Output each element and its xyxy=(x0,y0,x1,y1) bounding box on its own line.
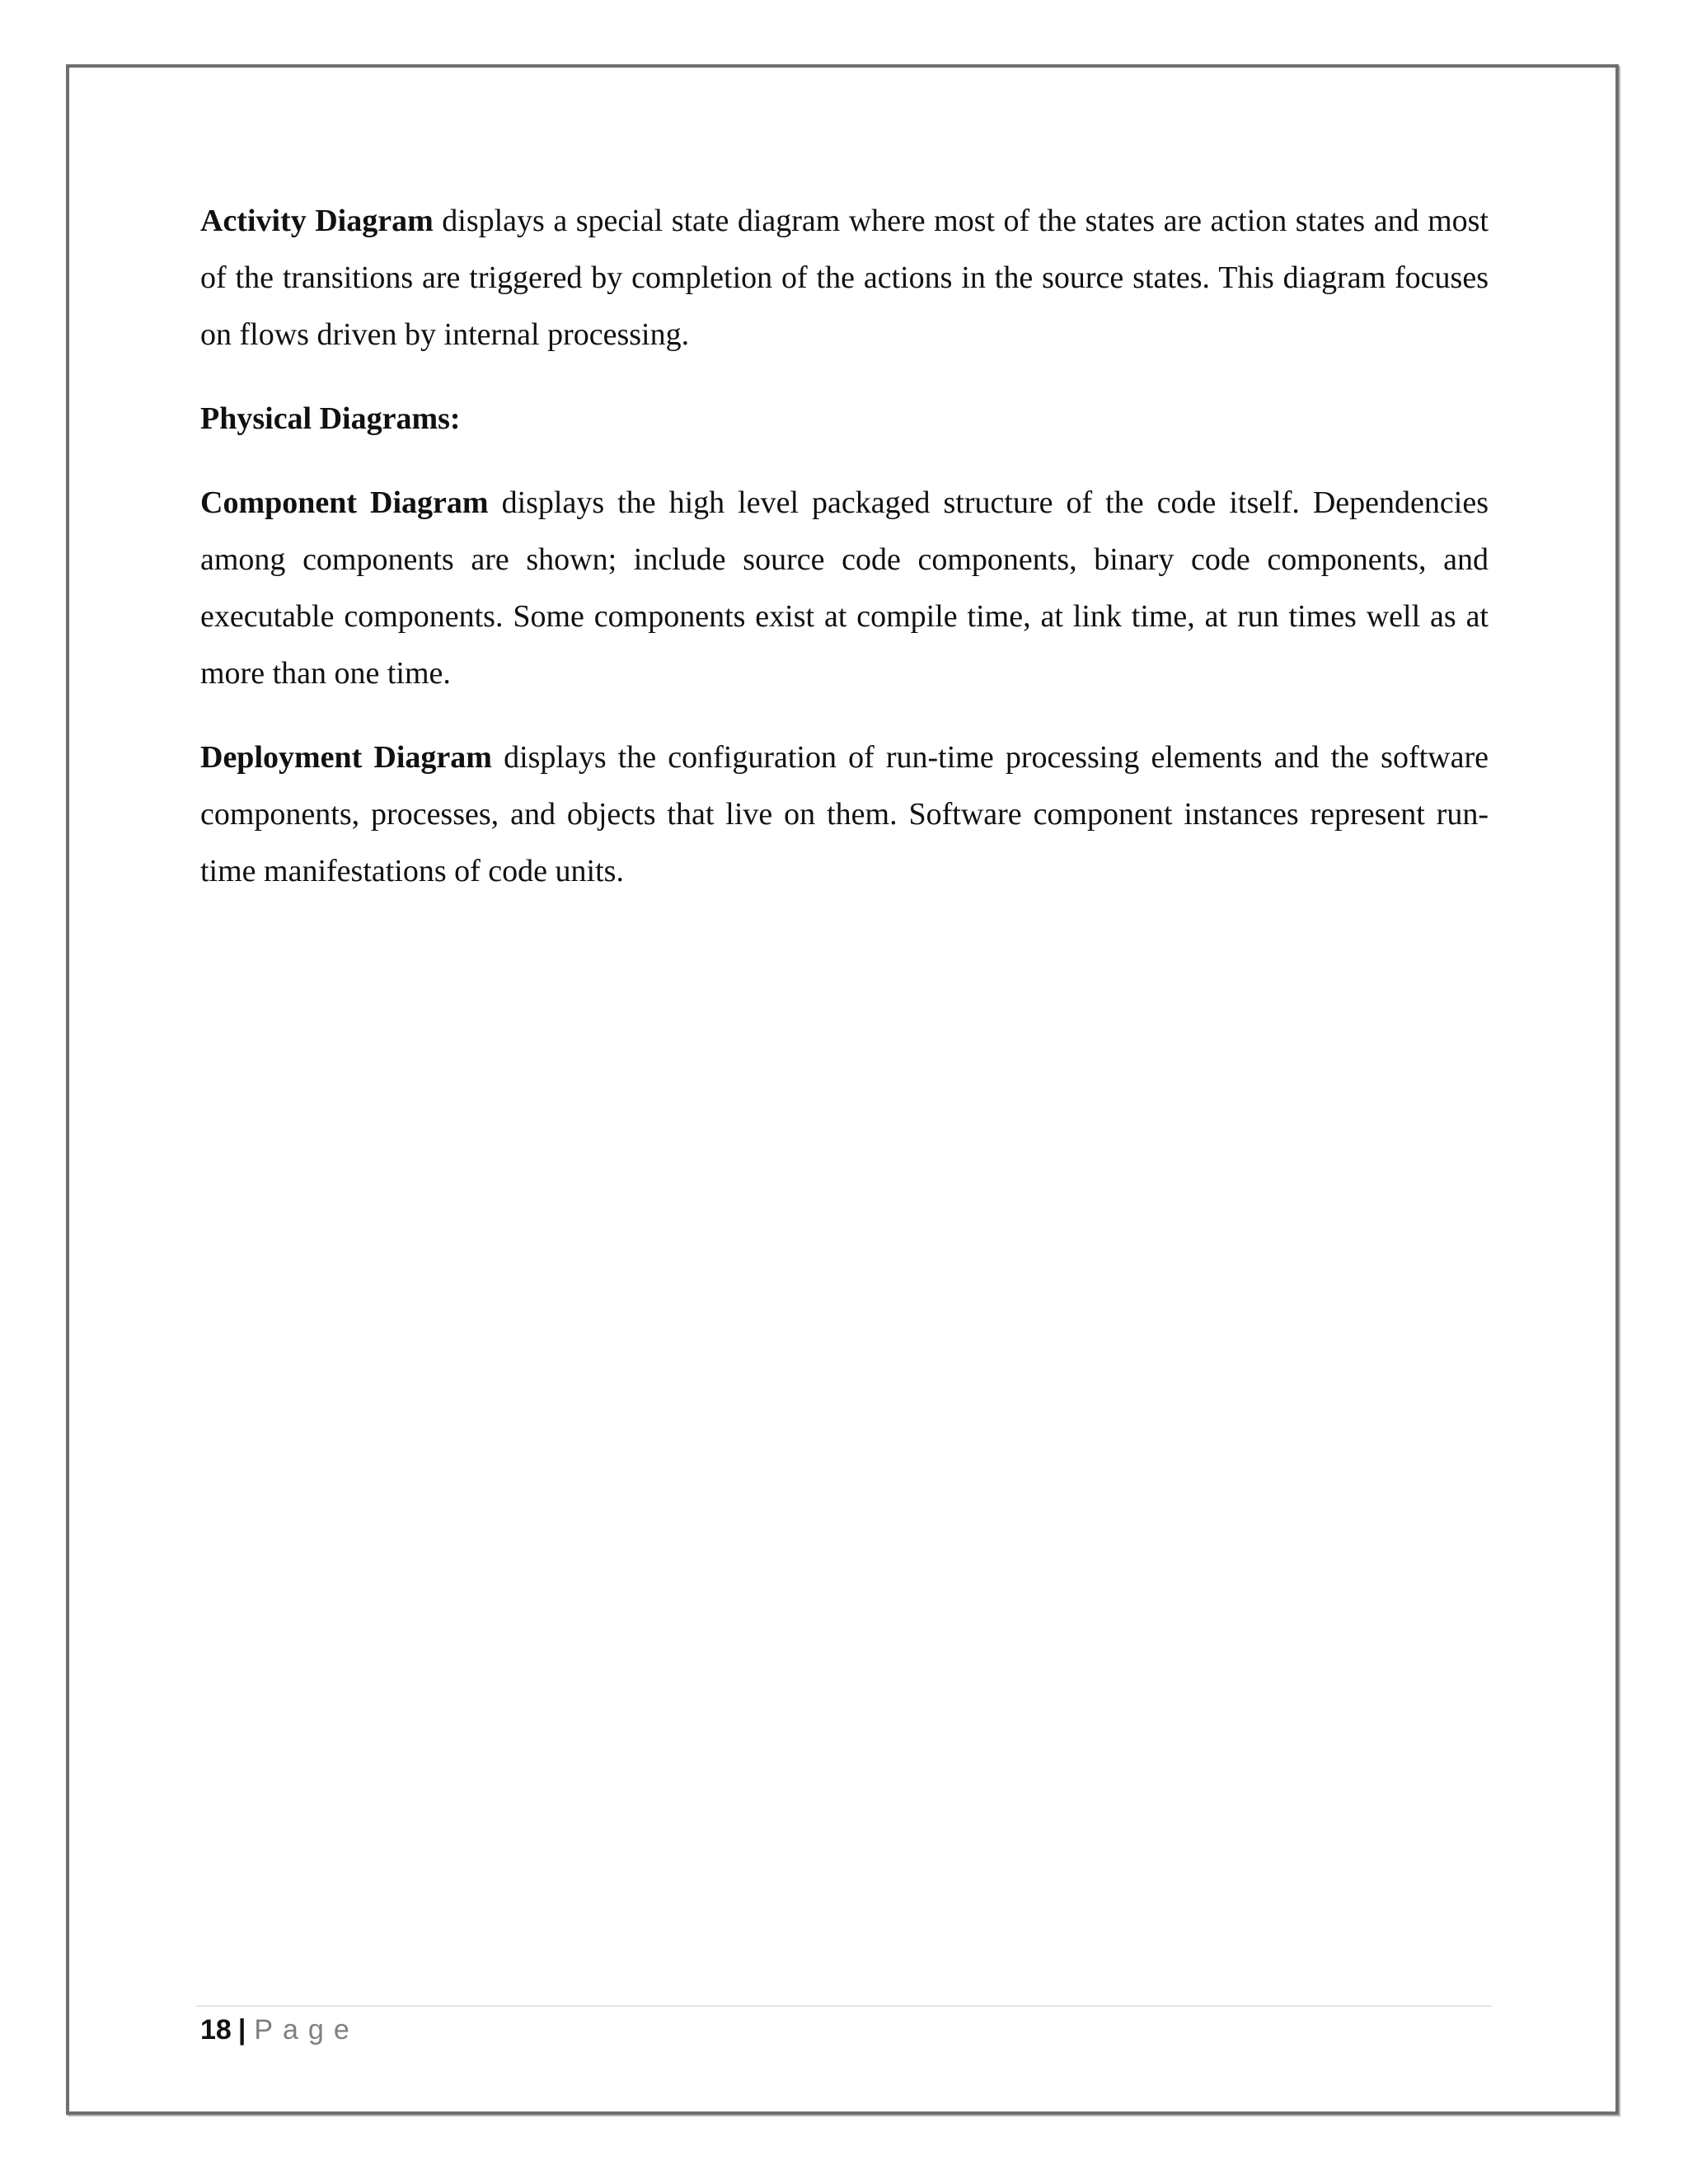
activity-diagram-text: displays a special state diagram where most of the states are action states and most of the transitions are triggered by completion of the actions in the source states. This diagram focuses on flows driven by internal processing. xyxy=(200,204,1489,352)
page-body xyxy=(200,193,1489,927)
deployment-diagram-text: displays the configuration of run-time processing elements and the software components, processes, and objects that live on them. Software component instances represent run-time manifestations of code units. xyxy=(200,740,1489,888)
activity-diagram-paragraph xyxy=(200,193,1489,363)
deployment-diagram-paragraph xyxy=(200,729,1489,900)
page-footer xyxy=(200,2008,359,2052)
footer-separator: | xyxy=(237,2014,246,2046)
component-diagram-term: Component Diagram xyxy=(200,485,489,520)
page-number: 18 xyxy=(200,2014,232,2046)
footer-divider xyxy=(196,2005,1492,2007)
deployment-diagram-term: Deployment Diagram xyxy=(200,740,492,775)
component-diagram-paragraph xyxy=(200,475,1489,702)
component-diagram-text: displays the high level packaged structure of the code itself. Dependencies among components are shown; include source code components, binary code components, and executable components. Some components exist at compile time, at link time, at run times well as at more than one time. xyxy=(200,485,1489,691)
activity-diagram-term: Activity Diagram xyxy=(200,204,434,238)
physical-diagrams-heading: Physical Diagrams: xyxy=(200,401,461,436)
page-label: Page xyxy=(254,2014,359,2046)
